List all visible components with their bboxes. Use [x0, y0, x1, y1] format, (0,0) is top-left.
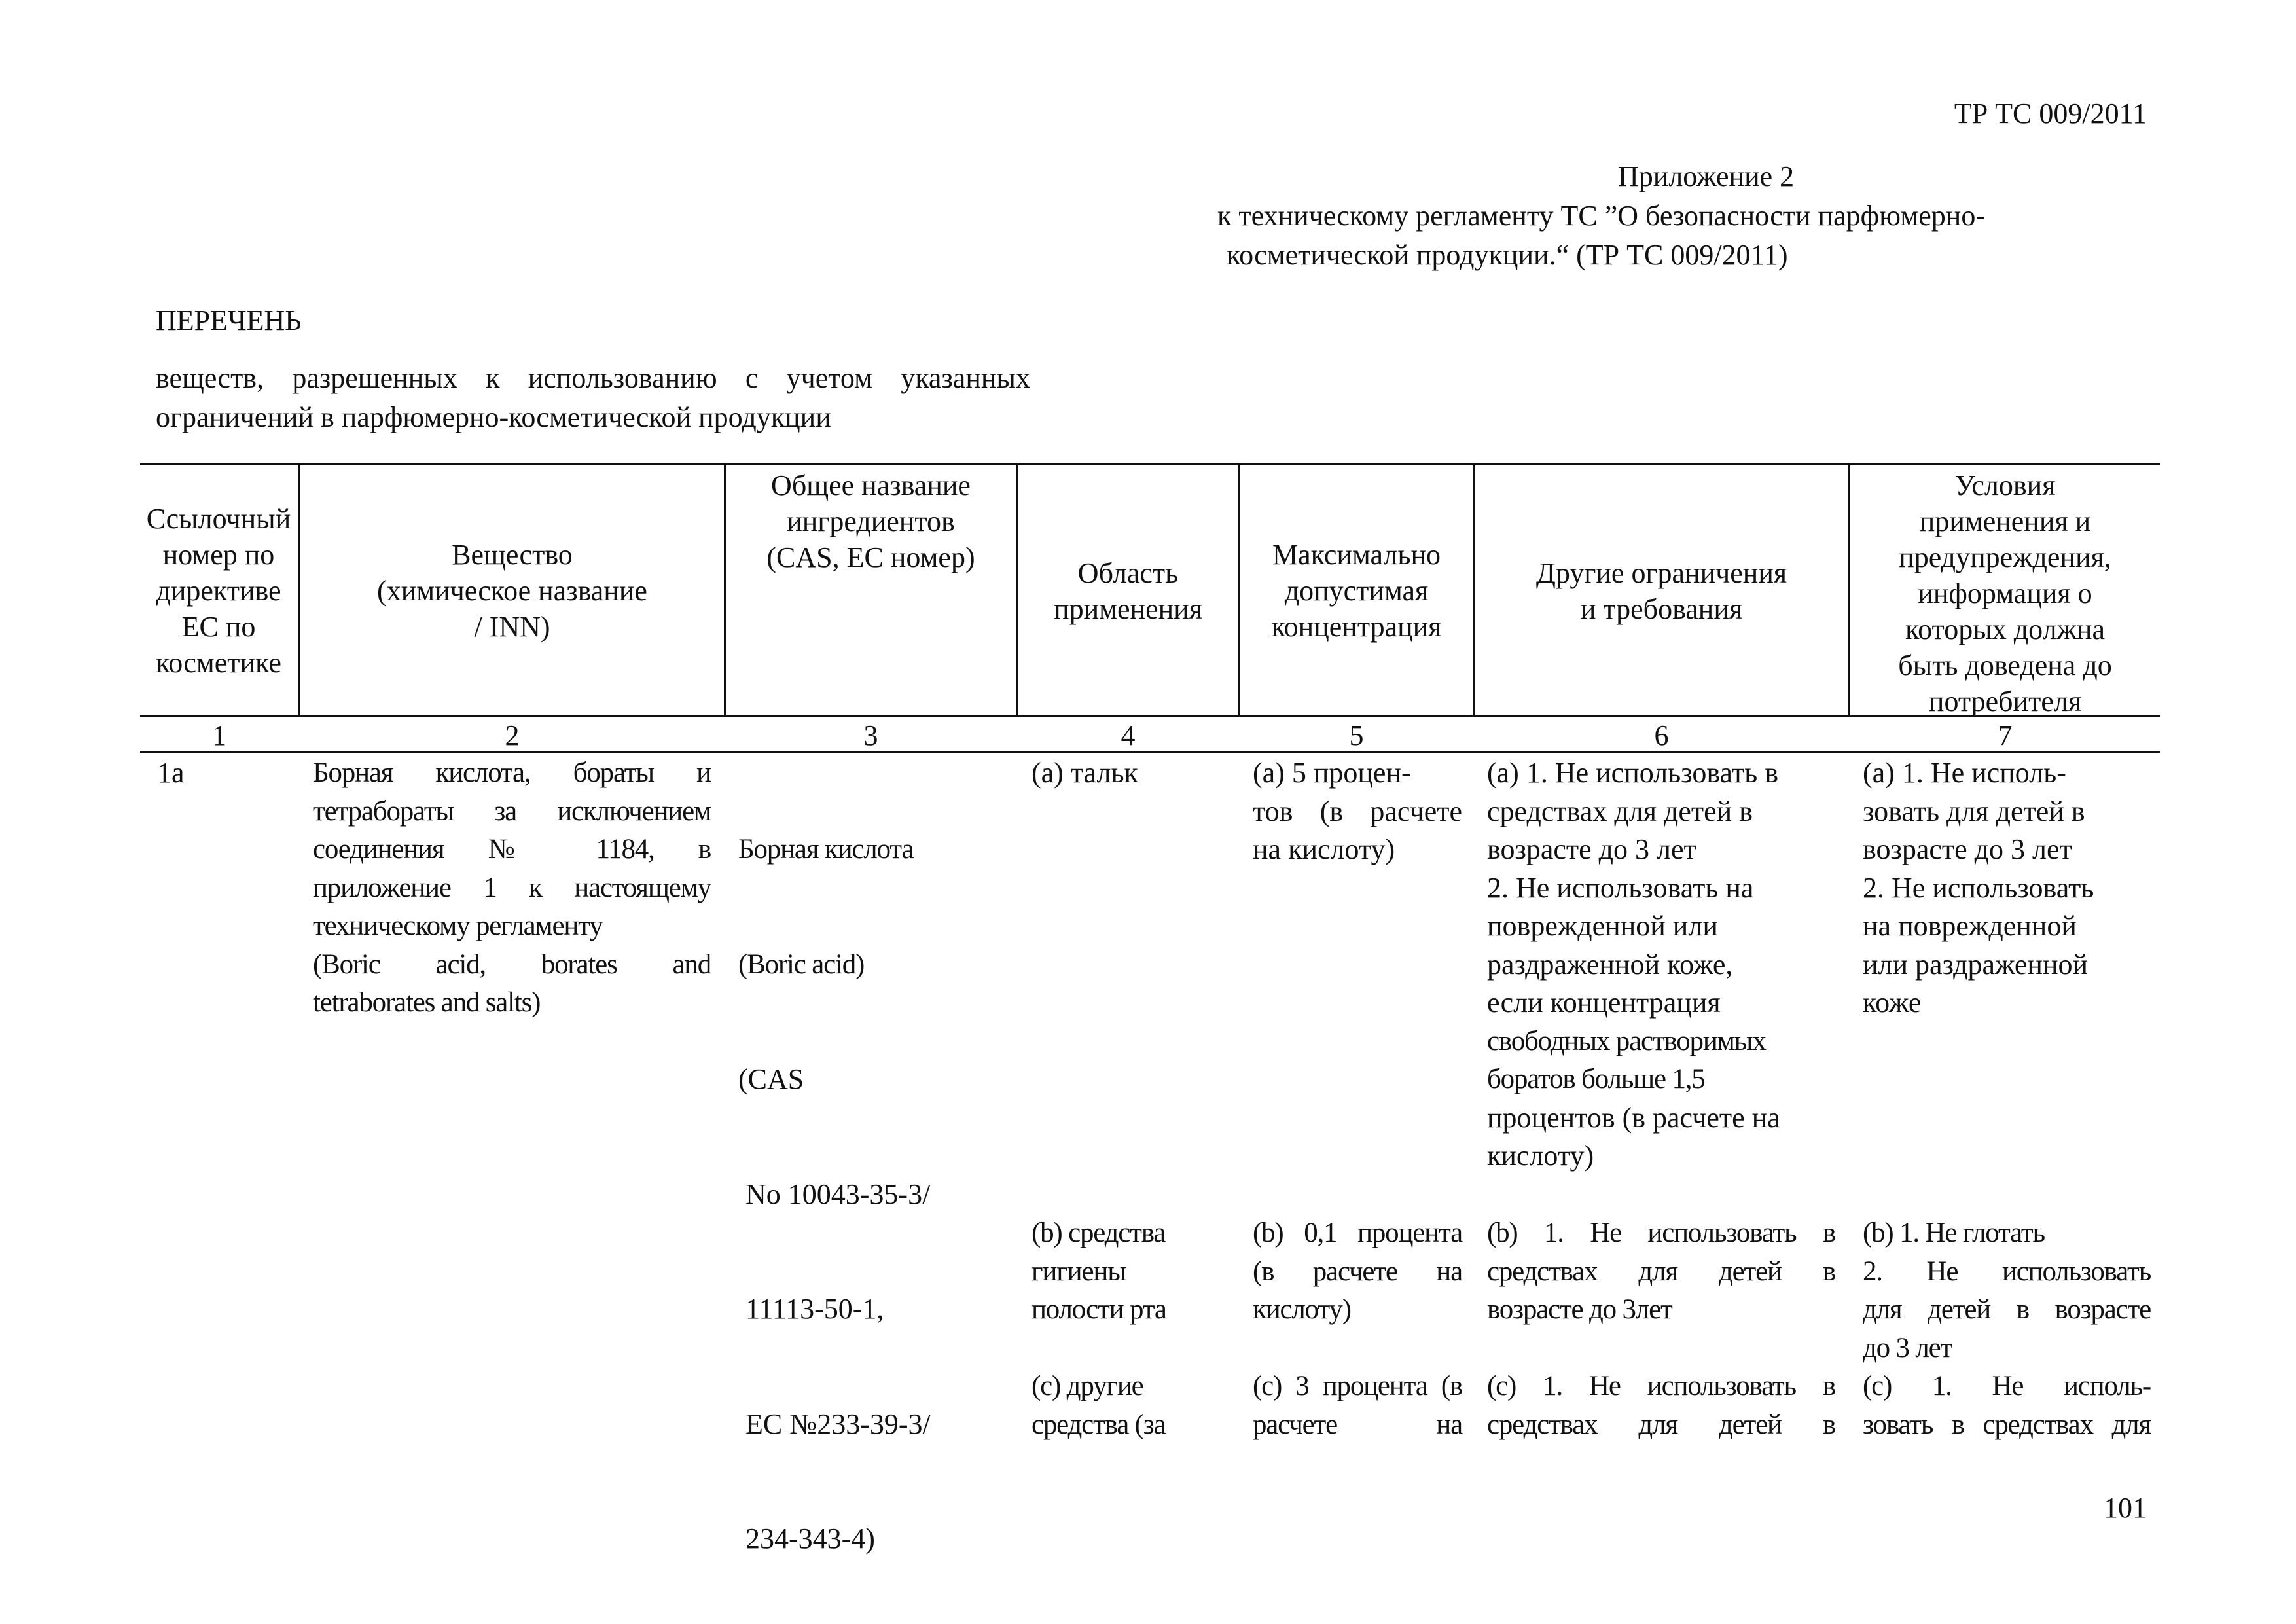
header-line: Вещество: [452, 539, 573, 571]
header-line: применения: [1054, 592, 1202, 625]
cell-concentration-b: [1253, 1214, 1462, 1329]
cell-line: (с) 1. Не исполь-: [1863, 1371, 2151, 1401]
header-line: применения и: [1919, 505, 2091, 537]
page-number: 101: [2104, 1492, 2147, 1524]
cell-line: ЕС №233-39-3/: [738, 1407, 931, 1440]
cell-line: (b) 1. Не глотать: [1863, 1218, 2045, 1248]
cell-line: свободных растворимых: [1487, 1025, 1766, 1056]
column-number: 2: [505, 719, 520, 751]
cell-warnings-a: [1863, 754, 2151, 1022]
cell-line: 234-343-4): [738, 1523, 875, 1555]
header-line: потребителя: [1928, 685, 2082, 717]
cell-line: тов (в расчете: [1253, 795, 1462, 827]
cell-line: (Boric acid, borates and: [313, 948, 711, 980]
cell-concentration-a: [1253, 754, 1462, 869]
cell-line: кислоту): [1487, 1140, 1594, 1172]
column-number: 4: [1121, 719, 1136, 751]
cell-line: (CAS: [738, 1063, 804, 1095]
cell-line: 2. Не использовать на: [1487, 871, 1754, 904]
cell-line: возрасте до 3лет: [1487, 1294, 1672, 1325]
column-number: 7: [1998, 719, 2013, 751]
cell-line: для детей в возрасте: [1863, 1294, 2151, 1325]
column-number: 5: [1349, 719, 1364, 751]
cell-line: соединения № 1184, в: [313, 834, 711, 865]
cell-line: (b) средства: [1031, 1218, 1166, 1248]
column-number: 1: [212, 719, 226, 751]
header-line: / INN): [474, 611, 550, 643]
cell-line: (а) 5 процен-: [1253, 757, 1411, 789]
header-common-name: [726, 465, 1016, 719]
cell-line: или раздраженной: [1863, 948, 2089, 981]
appendix-reference: [1217, 157, 2134, 275]
header-max-concentration: [1240, 465, 1473, 717]
appendix-line-3: косметической продукции.“ (ТР ТС 009/2011): [1227, 239, 1788, 271]
cell-concentration-c: [1253, 1367, 1462, 1444]
cell-line: 2. Не использовать: [1863, 1255, 2151, 1287]
cell-line: если концентрация: [1487, 986, 1721, 1019]
header-line: информация о: [1918, 577, 2092, 609]
cell-line: (с) 1. Не использовать в: [1487, 1371, 1835, 1401]
header-line: номер по: [162, 539, 275, 571]
cell-area-b: [1031, 1214, 1228, 1329]
cell-line: коже: [1863, 986, 1922, 1019]
header-line: косметике: [156, 647, 281, 679]
header-warnings: [1850, 465, 2160, 719]
cell-warnings-c: [1863, 1367, 2151, 1444]
list-subtitle: веществ, разрешенных к использованию с учетом указанных ограничений в парфюмерно-косметической продукции: [156, 362, 1030, 433]
cell-line: (b) 0,1 процента: [1253, 1218, 1462, 1248]
cell-warnings-b: [1863, 1214, 2151, 1367]
header-line: Общее название: [771, 469, 971, 501]
cell-area-c: [1031, 1367, 1228, 1444]
cell-common-name: [738, 754, 1013, 1597]
header-line: концентрация: [1271, 611, 1442, 643]
document-code: ТР ТС 009/2011: [1954, 98, 2147, 130]
cell-line: до 3 лет: [1863, 1332, 1952, 1363]
header-substance: [300, 465, 724, 717]
header-line: и требования: [1580, 592, 1743, 625]
cell-line: техническому регламенту: [313, 911, 603, 941]
cell-line: (b) 1. Не использовать в: [1487, 1218, 1835, 1248]
cell-line: No 10043-35-3/: [738, 1178, 931, 1210]
cell-line: средствах для детей в: [1487, 1255, 1835, 1287]
header-ref-number: [136, 465, 301, 717]
cell-line: полости рта: [1031, 1294, 1166, 1325]
cell-line: (с) 3 процента (в: [1253, 1371, 1462, 1401]
cell-line: приложение 1 к настоящему: [313, 872, 711, 903]
header-line: Ссылочный: [146, 503, 291, 535]
cell-other-a: [1487, 754, 1840, 1176]
cell-line: возрасте до 3 лет: [1863, 833, 2072, 865]
cell-line: tetraborates and salts): [313, 987, 541, 1018]
header-line: допустимая: [1284, 575, 1429, 607]
header-line: Другие ограничения: [1535, 556, 1787, 589]
cell-line: Борная кислота: [738, 834, 914, 865]
cell-other-b: [1487, 1214, 1835, 1329]
header-line: которых должна: [1905, 613, 2105, 645]
cell-line: раздраженной коже,: [1487, 948, 1733, 981]
cell-line: (в расчете на: [1253, 1255, 1462, 1287]
cell-line: (Boric acid): [738, 948, 865, 980]
header-line: Область: [1077, 556, 1179, 589]
header-line: Условия: [1954, 469, 2056, 501]
cell-line: средства (за: [1031, 1409, 1166, 1440]
cell-line: зовать для детей в: [1863, 795, 2085, 827]
cell-line: возрасте до 3 лет: [1487, 833, 1696, 865]
header-line: директиве: [156, 575, 281, 607]
header-line: предупреждения,: [1899, 541, 2111, 573]
cell-line: зовать в средствах для: [1863, 1409, 2151, 1440]
cell-line: (а) 1. Не использовать в: [1487, 757, 1778, 789]
cell-line: средствах для детей в: [1487, 795, 1753, 827]
cell-line: (с) другие: [1031, 1371, 1143, 1401]
header-line: быть доведена до: [1898, 649, 2112, 681]
cell-line: поврежденной или: [1487, 910, 1718, 942]
cell-line: процентов (в расчете на: [1487, 1101, 1780, 1134]
cell-line: 2. Не использовать: [1863, 871, 2094, 904]
cell-line: на кислоту): [1253, 833, 1395, 865]
cell-line: боратов больше 1,5: [1487, 1064, 1705, 1094]
header-line: (химическое название: [377, 575, 647, 607]
cell-line: (а) 1. Не исполь-: [1863, 757, 2066, 789]
header-other-restrictions: [1475, 465, 1848, 717]
header-application-area: [1018, 465, 1238, 717]
appendix-line-1: Приложение 2: [1618, 160, 1795, 192]
cell-ref-number: 1a: [157, 757, 185, 789]
list-heading: ПЕРЕЧЕНЬ: [156, 304, 302, 336]
cell-substance: [313, 754, 711, 1022]
cell-line: кислоту): [1253, 1294, 1351, 1325]
cell-line: (а) тальк: [1031, 757, 1138, 789]
header-line: (CAS, ЕС номер): [766, 541, 975, 573]
cell-line: гигиены: [1031, 1255, 1126, 1287]
header-line: ингредиентов: [787, 505, 955, 537]
cell-line: 11113-50-1,: [738, 1293, 884, 1325]
appendix-line-2: к техническому регламенту ТС ”О безопасности парфюмерно-: [1217, 200, 1986, 232]
header-line: Максимально: [1272, 539, 1441, 571]
cell-line: средствах для детей в: [1487, 1409, 1835, 1440]
cell-line: расчете на: [1253, 1409, 1462, 1440]
cell-line: тетрабораты за исключением: [313, 795, 711, 827]
cell-area-a: [1031, 754, 1228, 793]
header-line: ЕС по: [181, 611, 256, 643]
column-number: 6: [1654, 719, 1669, 751]
column-number: 3: [863, 719, 878, 751]
cell-other-c: [1487, 1367, 1835, 1444]
cell-line: на поврежденной: [1863, 910, 2077, 942]
cell-line: Борная кислота, бораты и: [313, 757, 711, 788]
